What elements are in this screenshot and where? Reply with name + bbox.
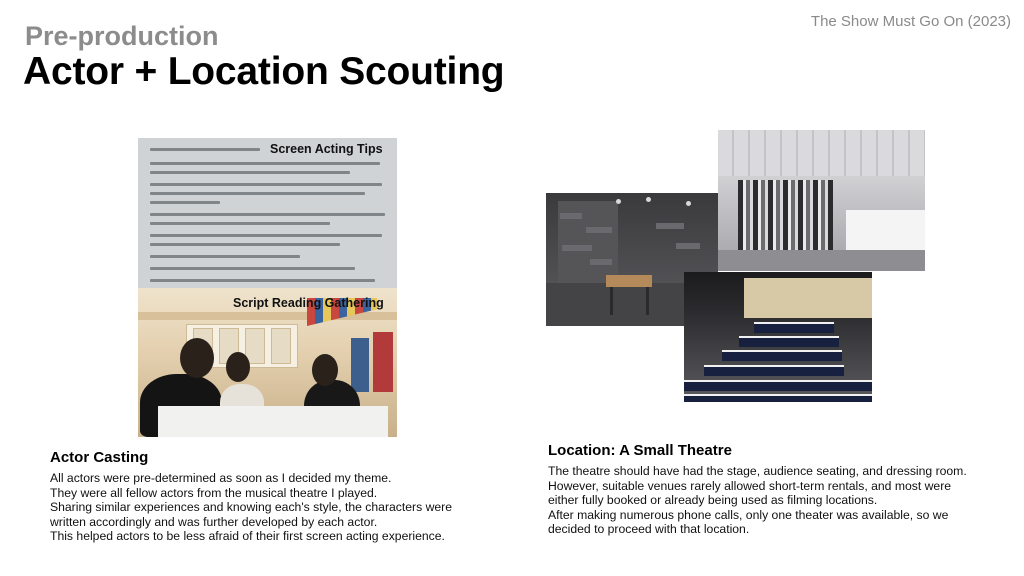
tips-caption: Screen Acting Tips bbox=[270, 142, 383, 156]
actor-casting-heading: Actor Casting bbox=[50, 449, 149, 466]
gathering-caption: Script Reading Gathering bbox=[233, 296, 384, 310]
section-subtitle: Pre-production bbox=[25, 21, 219, 51]
dressing-room-photo bbox=[718, 130, 925, 271]
location-line: either fully booked or already being used as filming locations. bbox=[548, 493, 878, 508]
actor-casting-line: Sharing similar experiences and knowing each's style, the characters were bbox=[50, 500, 453, 515]
show-title: The Show Must Go On (2023) bbox=[810, 13, 1011, 30]
screen-acting-tips-image bbox=[138, 138, 397, 288]
location-line: The theatre should have had the stage, audience seating, and dressing room. bbox=[548, 464, 967, 478]
actor-casting-line: This helped actors to be less afraid of their first screen acting experience. bbox=[50, 529, 445, 544]
location-line: decided to proceed with that location. bbox=[548, 522, 750, 537]
actor-casting-line: They were all fellow actors from the musical theatre I played. bbox=[50, 485, 378, 500]
audience-seating-photo bbox=[684, 272, 872, 402]
actor-casting-line: All actors were pre-determined as soon as I decided my theme. bbox=[50, 471, 392, 485]
location-line: However, suitable venues rarely allowed short-term rentals, and most were bbox=[548, 478, 952, 493]
actor-casting-text bbox=[50, 471, 452, 544]
script-reading-photo bbox=[138, 288, 397, 437]
actor-casting-line: written accordingly and was further developed by each actor. bbox=[50, 514, 378, 529]
location-line: After making numerous phone calls, only one theater was available, so we bbox=[548, 507, 949, 522]
location-text bbox=[548, 464, 967, 537]
slide-title: Actor + Location Scouting bbox=[23, 50, 505, 93]
location-heading: Location: A Small Theatre bbox=[548, 442, 732, 459]
